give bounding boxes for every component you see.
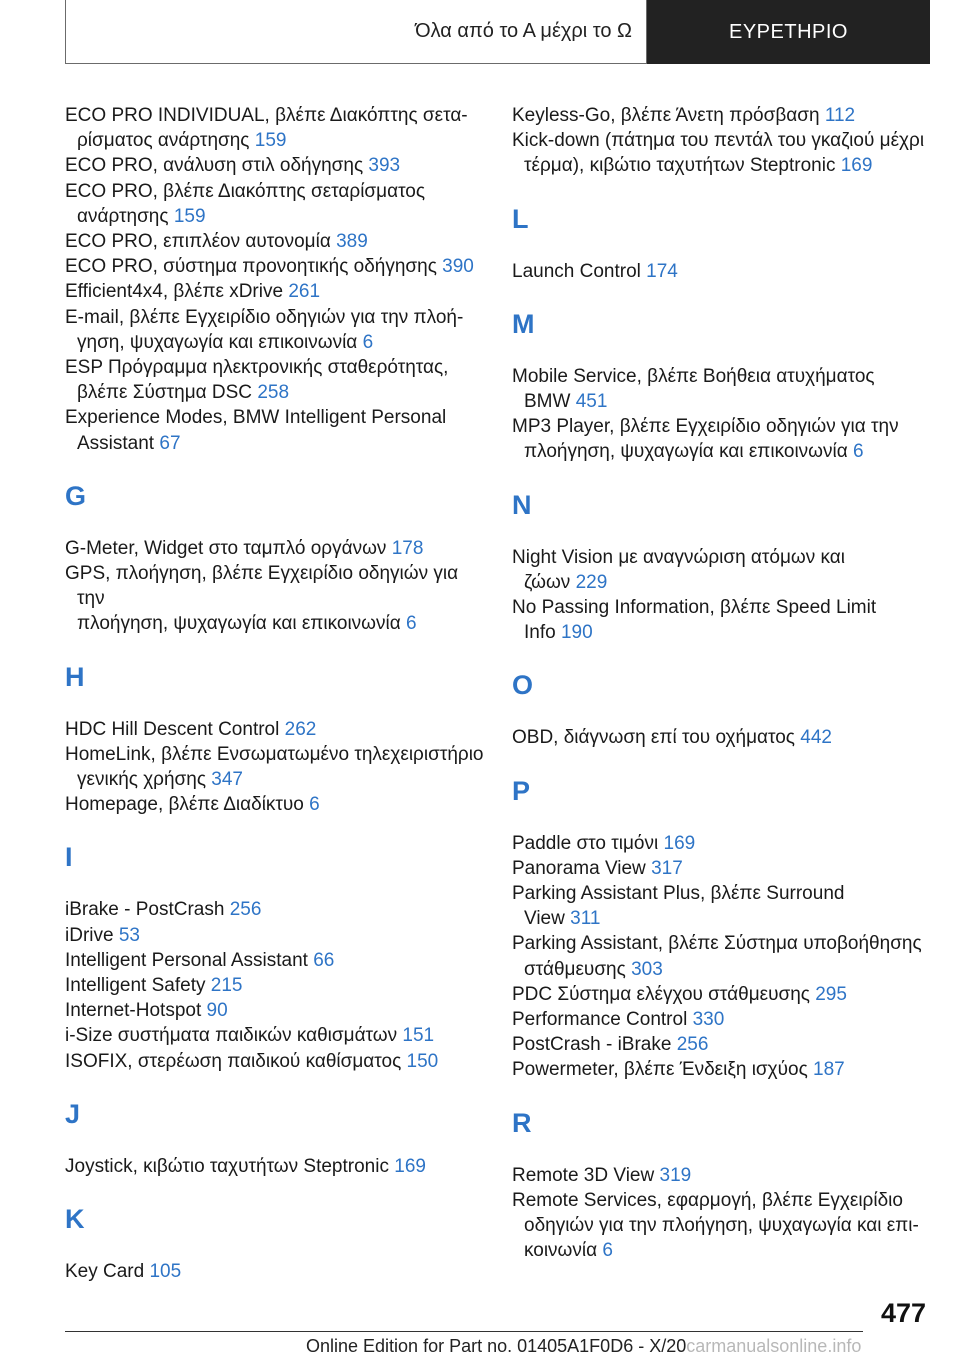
index-entry-term: Parking Assistant, βλέπε Σύστημα υποβοήθησης [512,933,922,955]
index-entry-term: βλέπε Σύστημα DSC [77,382,253,404]
index-entry [65,254,485,279]
page-reference-link[interactable]: 390 [442,256,474,278]
index-entry-term: Intelligent Safety [65,975,206,997]
index-entry [65,948,485,973]
index-entry [65,229,485,254]
index-entry-term: Paddle στο τιμόνι [512,832,659,854]
index-entry [512,259,932,284]
index-letter-heading: M [512,308,535,339]
index-entry-term: γενικής χρήσης [77,769,206,791]
index-entry-term: Kick-down (πάτημα του πεντάλ του γκαζιού μέχρι [512,130,925,152]
index-entry-term: HDC Hill Descent Control [65,718,280,740]
index-entry [512,856,932,881]
page-reference-link[interactable]: 150 [406,1050,439,1072]
index-letter-heading: O [512,670,534,701]
index-entry-term: τέρμα), κιβώτιο ταχυτήτων Steptronic [524,155,836,177]
index-entry [65,561,485,637]
footer-edition-text: Online Edition for Part no. 01405A1F0D6 - X/20 [306,1336,687,1356]
index-letter-heading: H [65,661,85,692]
index-letter-heading: K [65,1204,85,1235]
index-entry-term: Keyless-Go, βλέπε Άνετη πρόσβαση [512,105,820,126]
index-letter-heading: R [512,1107,532,1138]
index-entry-term: ISOFIX, στερέωση παιδικού καθίσματος [65,1050,402,1072]
page-reference-link[interactable]: 6 [362,331,374,353]
index-entry-term: στάθμευσης [524,958,626,980]
page-reference-link[interactable]: 66 [313,949,335,971]
index-letter-heading: P [512,775,531,806]
index-entry-term: Assistant [77,432,155,454]
page-reference-link[interactable]: 174 [646,260,678,282]
index-entry-term: ρίσματος ανάρτησης [77,130,250,152]
index-entry-term: Night Vision με αναγνώριση ατόμων και [512,546,846,568]
index-entry [512,545,932,595]
index-entry-term: View [524,908,565,930]
index-letter-heading: I [65,842,73,873]
index-entry [65,973,485,998]
index-entry-term: Key Card [65,1261,145,1283]
index-entry [512,931,932,981]
index-entry-term: Homepage, βλέπε Διαδίκτυο [65,794,304,816]
page-reference-link[interactable]: 262 [284,718,317,740]
index-entry-term: πλοήγηση, ψυχαγωγία και επικοινωνία [524,441,848,463]
index-entry-term: Remote 3D View [512,1164,655,1186]
index-entry-term: κοινωνία [524,1240,598,1262]
index-letter-heading: N [512,489,532,520]
index-entry-term: ECO PRO, ανάλυση στιλ οδήγησης [65,155,364,177]
page-reference-link[interactable]: 105 [149,1261,182,1283]
footer-divider [65,1331,863,1332]
index-entry [512,595,932,645]
page-reference-link[interactable]: 6 [309,794,320,816]
index-entry-term: Info [524,622,556,644]
chapter-title: Όλα από το Α μέχρι το Ω [415,20,632,42]
index-entry-term: PostCrash - iBrake [512,1034,672,1056]
index-entry [512,1057,932,1082]
page-reference-link[interactable]: 258 [257,382,290,404]
index-entry [65,103,485,153]
page-reference-link[interactable]: 53 [118,924,140,946]
page-reference-link[interactable]: 6 [853,441,864,463]
page-footer [306,1336,861,1357]
section-title: ΕΥΡΕΤΗΡΙΟ [729,20,848,43]
page-reference-link[interactable]: 190 [560,622,593,644]
index-entry-term: Joystick, κιβώτιο ταχυτήτων Steptronic [65,1155,389,1177]
page-reference-link[interactable]: 442 [800,727,832,749]
index-entry [65,1049,485,1074]
index-entry [512,128,932,178]
index-entry-term: ECO PRO, επιπλέον αυτονομία [65,231,331,253]
index-entry-term: BMW [524,391,571,413]
index-entry-term: i-Size συστήματα παιδικών καθισμάτων [65,1025,398,1047]
index-entry [65,405,485,455]
page-reference-link[interactable]: 159 [173,205,206,227]
index-entry-term: Internet-Hotspot [65,1000,202,1022]
index-entry [65,355,485,405]
index-letter-heading: G [65,480,87,511]
page-reference-link[interactable]: 451 [575,391,608,413]
page-reference-link[interactable]: 393 [368,155,401,177]
index-entry-term: PDC Σύστημα ελέγχου στάθμευσης [512,983,810,1005]
index-entry [65,1154,485,1179]
index-column-right [512,103,932,1263]
index-entry-term: ESP Πρόγραμμα ηλεκτρονικής σταθερότητας, [65,357,449,379]
page-reference-link[interactable]: 330 [692,1009,725,1031]
index-entry-term: ECO PRO INDIVIDUAL, βλέπε Διακόπτης σετα‐ [65,105,468,126]
page-reference-link[interactable]: 90 [206,1000,228,1022]
index-entry-term: Intelligent Personal Assistant [65,949,308,971]
page-reference-link[interactable]: 169 [840,155,873,177]
footer-watermark: carmanualsonline.info [686,1336,862,1356]
index-entry [512,831,932,856]
index-entry-term: G-Meter, Widget στο ταμπλό οργάνων [65,537,387,559]
page-reference-link[interactable]: 178 [391,537,424,559]
index-entry-term: Experience Modes, BMW Intelligent Personal [65,407,447,429]
index-entry-term: Panorama View [512,857,646,879]
page-reference-link[interactable]: 389 [336,231,368,253]
page-number: 477 [880,1298,926,1328]
index-entry [65,717,485,742]
index-entry-term: ζώων [524,571,571,593]
index-entry-term: No Passing Information, βλέπε Speed Limit [512,597,877,619]
index-letter-heading: J [65,1098,81,1129]
index-column-left [65,103,485,1284]
index-entry-term: GPS, πλοήγηση, βλέπε Εγχειρίδιο οδηγιών για την [65,563,459,610]
index-entry [65,153,485,178]
index-entry-term: πλοήγηση, ψυχαγωγία και επικοινωνία [77,613,401,635]
index-entry [65,179,485,229]
index-entry [65,305,485,355]
index-entry [65,923,485,948]
page-reference-link[interactable]: 67 [159,432,181,454]
index-entry [65,1259,485,1284]
index-letter-heading: L [512,203,529,234]
index-entry [65,792,485,817]
section-tab[interactable] [647,0,930,64]
index-entry [512,414,932,464]
index-entry-term: Mobile Service, βλέπε Βοήθεια ατυχήματος [512,365,875,387]
index-entry [512,1032,932,1057]
page-reference-link[interactable]: 311 [570,908,601,930]
index-entry-term: Remote Services, εφαρμογή, βλέπε Εγχειρίδιο [512,1189,903,1211]
index-entry-term: iBrake - PostCrash [65,899,225,921]
page-reference-link[interactable]: 169 [663,832,696,854]
chapter-tab[interactable] [65,0,647,64]
page-reference-link[interactable]: 215 [210,975,243,997]
index-entry-term: HomeLink, βλέπε Ενσωματωμένο τηλεχειριστήριο [65,743,484,765]
index-entry [512,982,932,1007]
index-entry-term: γηση, ψυχαγωγία και επικοινωνία [77,331,358,353]
page-reference-link[interactable]: 261 [288,281,321,303]
index-entry-term: E-mail, βλέπε Εγχειρίδιο οδηγιών για την πλοή‐ [65,306,464,328]
index-entry [512,1188,932,1264]
index-entry-term: Powermeter, βλέπε Ένδειξη ισχύος [512,1059,808,1081]
page-reference-link[interactable]: 256 [676,1034,709,1056]
index-entry [65,1023,485,1048]
page-reference-link[interactable]: 256 [229,899,262,921]
page-reference-link[interactable]: 6 [406,613,417,635]
page-reference-link[interactable]: 303 [631,958,663,980]
index-entry [65,897,485,922]
page-reference-link[interactable]: 229 [575,571,608,593]
index-entry-term: ανάρτησης [77,205,169,227]
index-entry [65,998,485,1023]
index-entry-term: iDrive [65,924,114,946]
page-reference-link[interactable]: 159 [254,130,287,152]
index-entry [512,1007,932,1032]
index-entry [65,279,485,304]
index-entry [65,536,485,561]
index-entry [512,103,932,128]
page-reference-link[interactable]: 187 [813,1059,845,1081]
page-reference-link[interactable]: 295 [815,983,847,1005]
page-reference-link[interactable]: 169 [394,1155,426,1177]
index-entry-term: OBD, διάγνωση επί του οχήματος [512,727,795,749]
page-header [65,0,930,64]
index-entry [65,742,485,792]
page-reference-link[interactable]: 319 [659,1164,692,1186]
index-entry [512,1163,932,1188]
index-entry [512,725,932,750]
index-entry-term: Efficient4x4, βλέπε xDrive [65,281,284,303]
page-reference-link[interactable]: 317 [651,857,683,879]
page-reference-link[interactable]: 151 [402,1025,435,1047]
index-entry-term: ECO PRO, σύστημα προνοητικής οδήγησης [65,256,437,278]
page-reference-link[interactable]: 347 [211,769,243,791]
index-entry [512,364,932,414]
index-entry-term: Launch Control [512,260,641,282]
index-entry-term: οδηγιών για την πλοήγηση, ψυχαγωγία και επι‐ [524,1215,919,1237]
page-reference-link[interactable]: 112 [824,105,856,126]
page-reference-link[interactable]: 6 [602,1240,613,1262]
index-entry-term: ECO PRO, βλέπε Διακόπτης σεταρίσματος [65,180,426,202]
index-entry-term: Parking Assistant Plus, βλέπε Surround [512,883,845,905]
index-entry [512,881,932,931]
index-entry-term: Performance Control [512,1009,688,1031]
index-entry-term: MP3 Player, βλέπε Εγχειρίδιο οδηγιών για την [512,416,899,438]
